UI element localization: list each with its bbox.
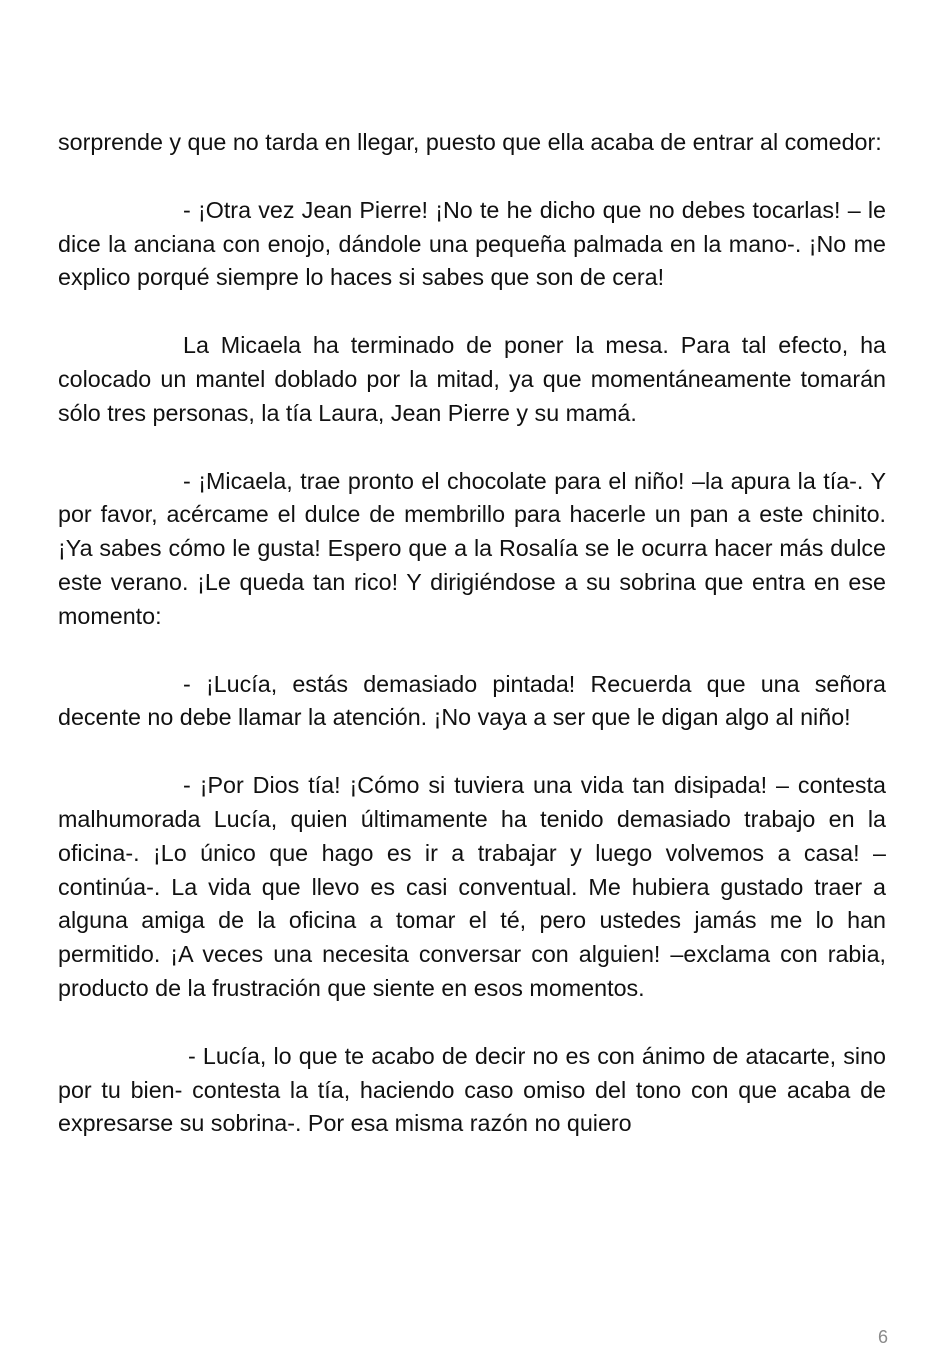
paragraph-continuation: sorprende y que no tarda en llegar, puesto que ella acaba de entrar al comedor: (58, 129, 882, 155)
paragraph-narration: La Micaela ha terminado de poner la mesa. Para tal efecto, ha colocado un mantel doblado por la mitad, ya que momentáneamente tomarán sólo tres personas, la tía Laura, Jean Pierre y su mamá. (58, 332, 886, 426)
page-number: 6 (877, 1327, 888, 1347)
paragraph-dialogue-5: - Lucía, lo que te acabo de decir no es con ánimo de atacarte, sino por tu bien- contesta la tía, haciendo caso omiso del tono con que acaba de expresarse su sobrina-. Por esa misma razón no quiero (58, 1042, 886, 1137)
paragraph-dialogue-3: - ¡Lucía, estás demasiado pintada! Recuerda que una señora decente no debe llamar la atención. ¡No vaya a ser que le digan algo al niño! (58, 670, 886, 731)
paragraph-dialogue-4: - ¡Por Dios tía! ¡Cómo si tuviera una vida tan disipada! – contesta malhumorada Lucía, quien últimamente ha tenido demasiado trabajo en la oficina-. ¡Lo único que hago es ir a trabajar y luego volvemos a casa! –continúa-. La vida que llevo es casi conventual. Me hubiera gustado traer a alguna amiga de la oficina a tomar el té, pero ustedes jamás me lo han permitido. ¡A veces una necesita conversar con alguien! –exclama con rabia, producto de la frustración que siente en esos momentos. (58, 772, 886, 1001)
document-body (58, 126, 886, 1141)
paragraph-dialogue-1: - ¡Otra vez Jean Pierre! ¡No te he dicho que no debes tocarlas! – le dice la anciana con enojo, dándole una pequeña palmada en la mano-. ¡No me explico porqué siempre lo haces si sabes que son de cera! (58, 196, 886, 291)
paragraph-dialogue-2: - ¡Micaela, trae pronto el chocolate para el niño! –la apura la tía-. Y por favor, acércame el dulce de membrillo para hacerle un pan a este chinito. ¡Ya sabes cómo le gusta! Espero que a la Rosalía se le ocurra hacer más dulce este verano. ¡Le queda tan rico! Y dirigiéndose a su sobrina que entra en ese momento: (58, 467, 886, 629)
